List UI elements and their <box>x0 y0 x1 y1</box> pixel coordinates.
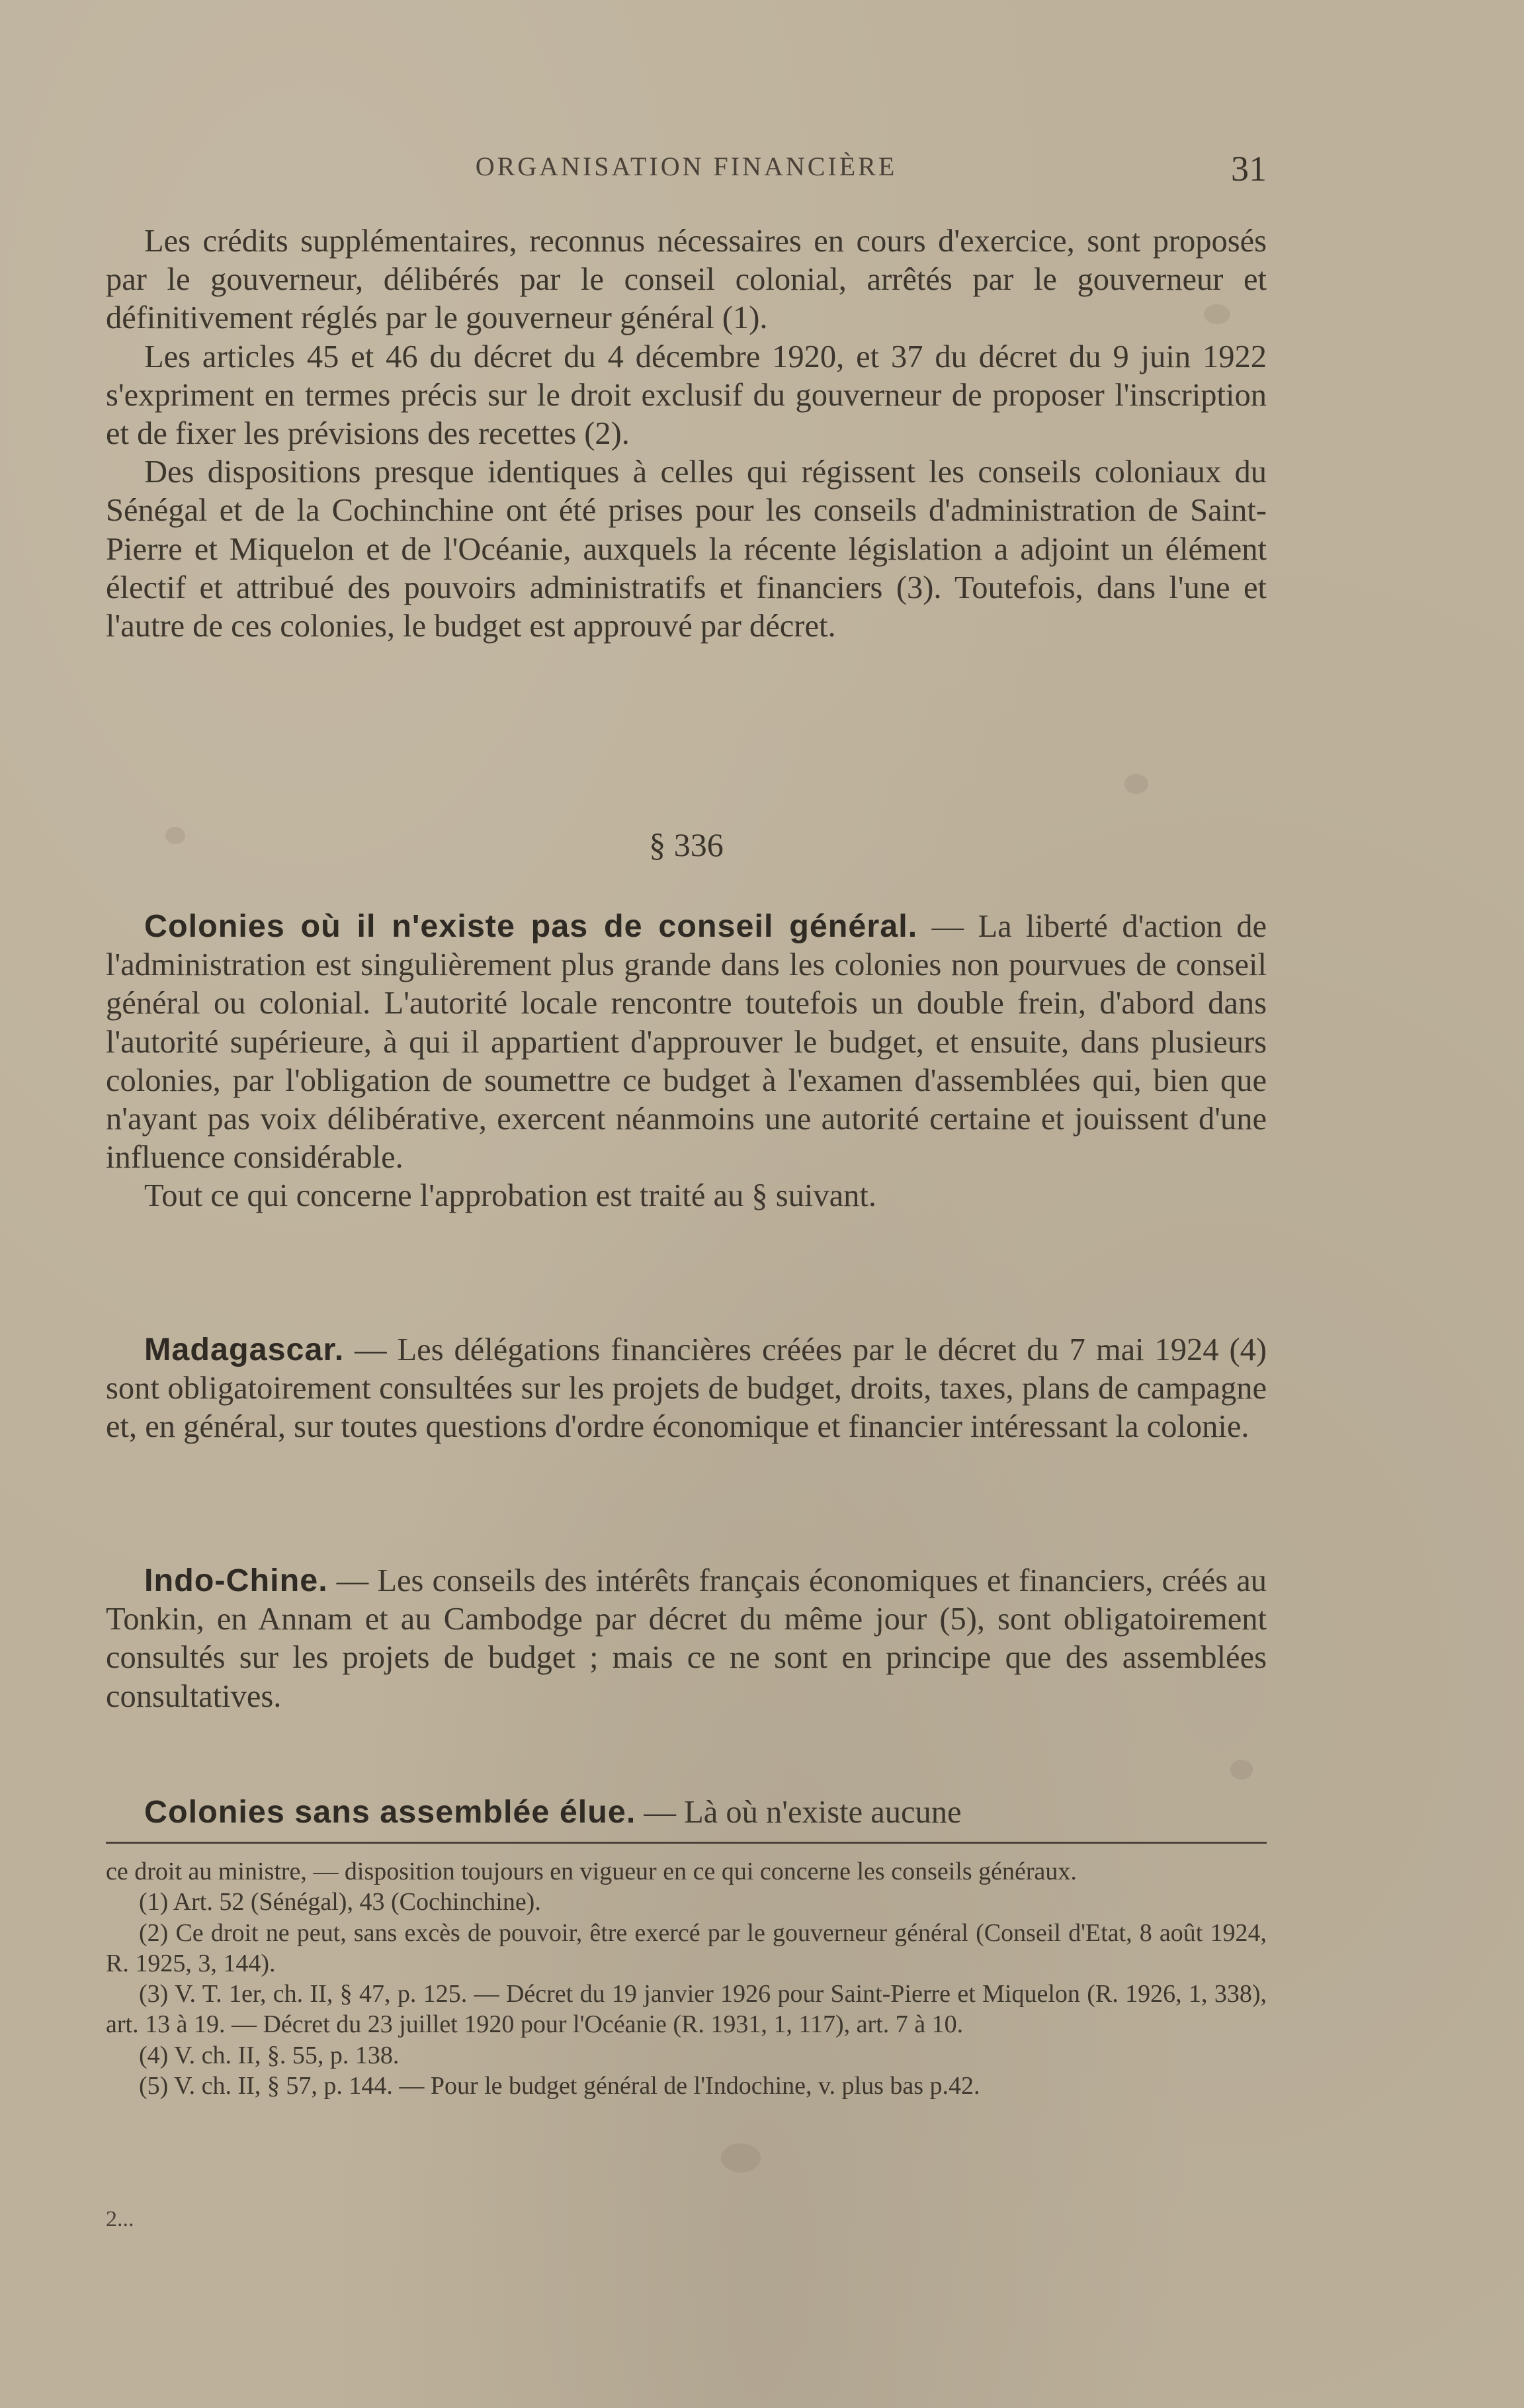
madagascar-text <box>106 1330 1267 1447</box>
paper-stain <box>1230 1760 1253 1780</box>
page-number: 31 <box>1231 149 1267 189</box>
indochine-text <box>106 1561 1267 1716</box>
footnote-1: (1) Art. 52 (Sénégal), 43 (Cochinchine). <box>139 1888 541 1916</box>
paragraph-text: — Là où n'existe aucune <box>636 1795 962 1830</box>
footnote-rule <box>106 1842 1267 1844</box>
paragraph: Les crédits supplémentaires, reconnus nécessaires en cours d'exercice, sont proposés par le gouverneur, délibérés par le conseil colonial, arrêtés par le gouverneur et définitivement réglés par le gouverneur général (1). <box>106 224 1267 336</box>
paragraph: Les articles 45 et 46 du décret du 4 décembre 1920, et 37 du décret du 9 juin 1922 s'expriment en termes précis sur le droit exclusif du gouverneur de proposer l'inscription et de fixer les prévisions des recettes (2). <box>106 339 1267 452</box>
section-number: § 336 <box>649 826 724 863</box>
paragraph-text: — Les délégations financières créées par le décret du 7 mai 1924 (4) sont obligatoirement consultées sur les projets de budget, droits, taxes, plans de campagne et, en général, sur toutes questions d'ordre économique et financier intéressant la colonie. <box>106 1332 1267 1445</box>
paper-stain <box>721 2143 761 2172</box>
heading-indochine: Indo-Chine. <box>144 1563 328 1598</box>
footnote-continuation: ce droit au ministre, — disposition toujours en vigueur en ce qui concerne les conseils généraux. <box>106 1858 1077 1885</box>
heading-colonies-sans-assemblee: Colonies sans assemblée élue. <box>144 1794 636 1830</box>
paper-stain <box>1124 774 1148 794</box>
colonies-sans-assemblee-text <box>106 1793 1267 1832</box>
running-head <box>106 151 1267 191</box>
printer-signature: 2... <box>106 2207 134 2231</box>
paragraph: Des dispositions presque identiques à celles qui régissent les conseils coloniaux du Sénégal et de la Cochinchine ont été prises pour les conseils d'administration de Saint-Pierre et Miquelon et de l'Océanie, auxquels la récente législation a adjoint un élément électif et attribué des pouvoirs administratifs et financiers (3). Toutefois, dans l'une et l'autre de ces colonies, le budget est approuvé par décret. <box>106 454 1267 644</box>
paragraph <box>106 1561 1267 1716</box>
footnotes <box>106 1856 1267 2101</box>
main-text <box>106 222 1267 646</box>
footnote-5: (5) V. ch. II, § 57, p. 144. — Pour le budget général de l'Indochine, v. plus bas p.42. <box>139 2072 980 2100</box>
footnote-3: (3) V. T. 1er, ch. II, § 47, p. 125. — Décret du 19 janvier 1926 pour Saint-Pierre et Miquelon (R. 1926, 1, 338), art. 13 à 19. — Décret du 23 juillet 1920 pour l'Océanie (R. 1931, 1, 117), art. 7 à 10. <box>106 1980 1267 2039</box>
paragraph: Tout ce qui concerne l'approbation est traité au § suivant. <box>144 1178 876 1214</box>
running-title: ORGANISATION FINANCIÈRE <box>475 151 898 181</box>
heading-madagascar: Madagascar. <box>144 1332 345 1367</box>
paragraph <box>106 907 1267 1177</box>
footnote-2: (2) Ce droit ne peut, sans excès de pouvoir, être exercé par le gouverneur général (Conseil d'Etat, 8 août 1924, R. 1925, 3, 144). <box>106 1918 1267 1977</box>
heading-colonies-sans-conseil: Colonies où il n'existe pas de conseil général. <box>144 908 918 944</box>
footnote-4: (4) V. ch. II, §. 55, p. 138. <box>139 2041 400 2069</box>
paragraph-text: — Les conseils des intérêts français économiques et financiers, créés au Tonkin, en Annam et au Cambodge par décret du même jour (5), sont obligatoirement consultés sur les projets de budget ; mais ce ne sont en principe que des assemblées consultatives. <box>106 1563 1267 1714</box>
section-text <box>106 907 1267 1216</box>
paragraph-text: — La liberté d'action de l'administration est singulièrement plus grande dans les colonies non pourvues de conseil général ou colonial. L'autorité locale rencontre toutefois un double frein, d'abord dans l'autorité supérieure, à qui il appartient d'approuver le budget, et ensuite, dans plusieurs colonies, par l'obligation de soumettre ce budget à l'examen d'assemblées qui, bien que n'ayant pas voix délibérative, exercent néanmoins une autorité certaine et jouissent d'une influence considérable. <box>106 909 1267 1176</box>
paragraph <box>106 1793 1267 1832</box>
paragraph <box>106 1330 1267 1447</box>
